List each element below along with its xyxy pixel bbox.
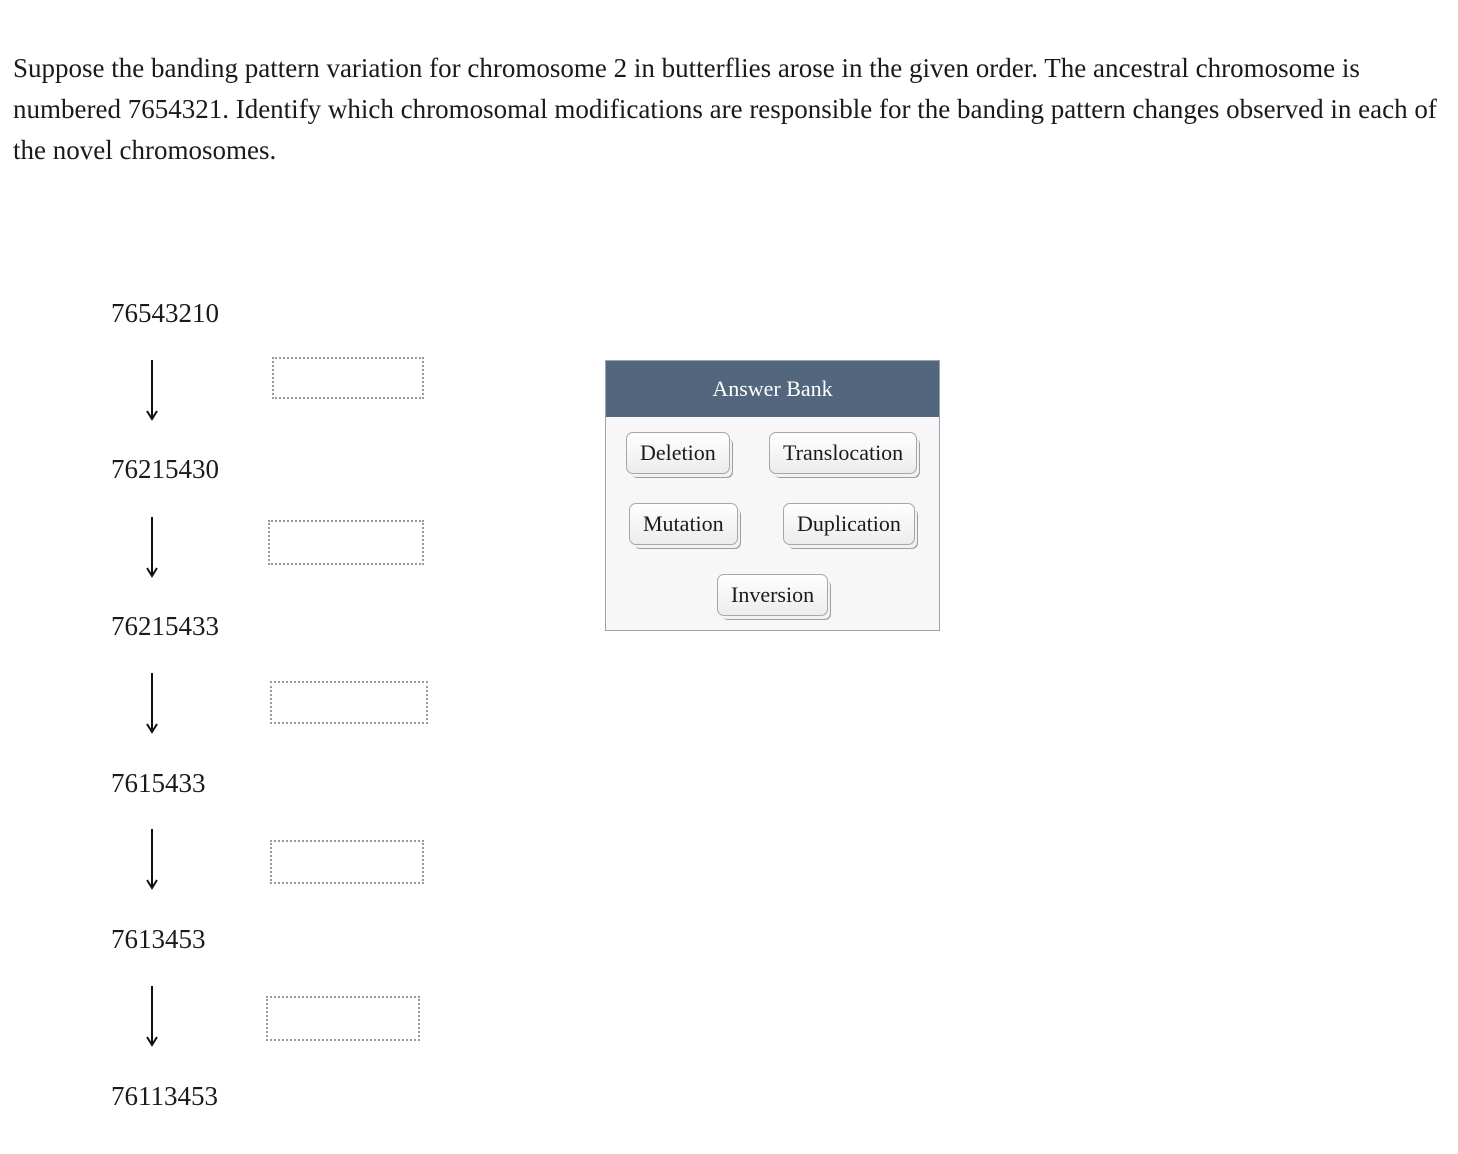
question-text: Suppose the banding pattern variation for chromosome 2 in butterflies arose in the given order. The ancestral chromosome is numbered 7654321. Identify which chromosomal modifications are responsible for the banding pattern changes observed in each of the novel chromosomes. bbox=[13, 53, 1437, 165]
down-arrow-icon bbox=[142, 360, 162, 422]
chromosome-label: 7615433 bbox=[111, 768, 206, 798]
chromosome-label: 76215433 bbox=[111, 611, 219, 641]
down-arrow-icon bbox=[142, 986, 162, 1048]
answer-drop-target[interactable] bbox=[268, 520, 424, 565]
chromosome-label: 7613453 bbox=[111, 924, 206, 954]
answer-bank-title: Answer Bank bbox=[606, 361, 939, 417]
down-arrow-icon bbox=[142, 829, 162, 891]
down-arrow-icon bbox=[142, 673, 162, 735]
answer-drop-target[interactable] bbox=[270, 681, 428, 724]
answer-drop-target[interactable] bbox=[266, 996, 420, 1041]
answer-option-deletion[interactable]: Deletion bbox=[626, 432, 730, 474]
answer-option-duplication[interactable]: Duplication bbox=[783, 503, 915, 545]
chromosome-label: 76215430 bbox=[111, 454, 219, 484]
chromosome-label: 76113453 bbox=[111, 1081, 218, 1111]
answer-drop-target[interactable] bbox=[272, 357, 424, 399]
answer-option-inversion[interactable]: Inversion bbox=[717, 574, 828, 616]
answer-bank bbox=[605, 360, 940, 631]
answer-drop-target[interactable] bbox=[270, 840, 424, 884]
down-arrow-icon bbox=[142, 517, 162, 579]
chromosome-label: 76543210 bbox=[111, 298, 219, 328]
answer-option-translocation[interactable]: Translocation bbox=[769, 432, 917, 474]
answer-option-mutation[interactable]: Mutation bbox=[629, 503, 738, 545]
